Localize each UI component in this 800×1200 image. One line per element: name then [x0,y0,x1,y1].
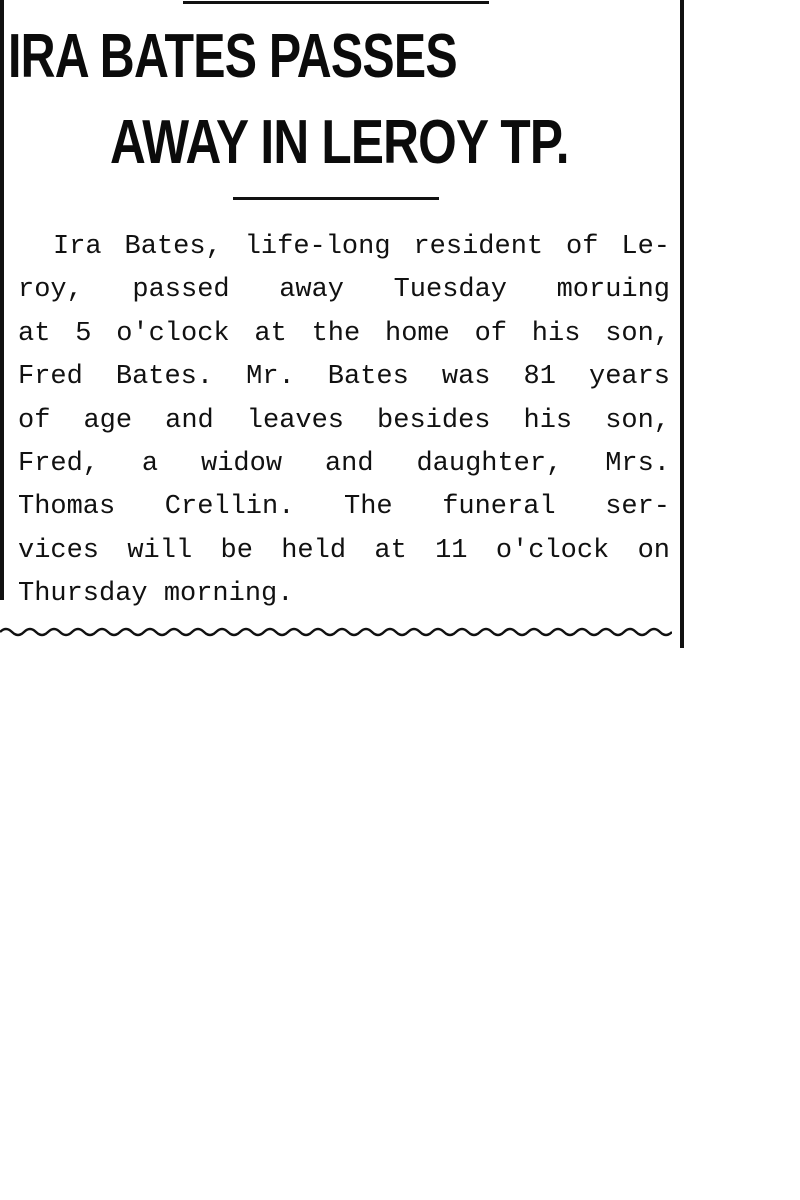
body-line: vices will be held at 11 o'clock on [18,535,670,566]
left-column-rule [0,0,4,600]
body-line: Thomas Crellin. The funeral ser- [18,492,670,523]
body-line: at 5 o'clock at the home of his son, [18,318,670,349]
headline-line-1: IRA BATES PASSES [8,22,457,91]
body-line: Thursday morning. [18,579,294,610]
body-line: Fred, a widow and daughter, Mrs. [18,449,670,480]
wavy-end-rule [0,622,672,638]
body-line: Ira Bates, life-long resident of Le- [53,232,670,262]
body-line: roy, passed away Tuesday moruing [18,275,670,306]
body-line: Fred Bates. Mr. Bates was 81 years [18,362,670,393]
top-column-rule [183,1,489,4]
body-line: of age and leaves besides his son, [18,405,670,436]
right-column-rule [680,0,684,648]
article-body [18,226,670,617]
headline-line-2: AWAY IN LEROY TP. [110,108,569,177]
headline-divider [233,197,439,200]
